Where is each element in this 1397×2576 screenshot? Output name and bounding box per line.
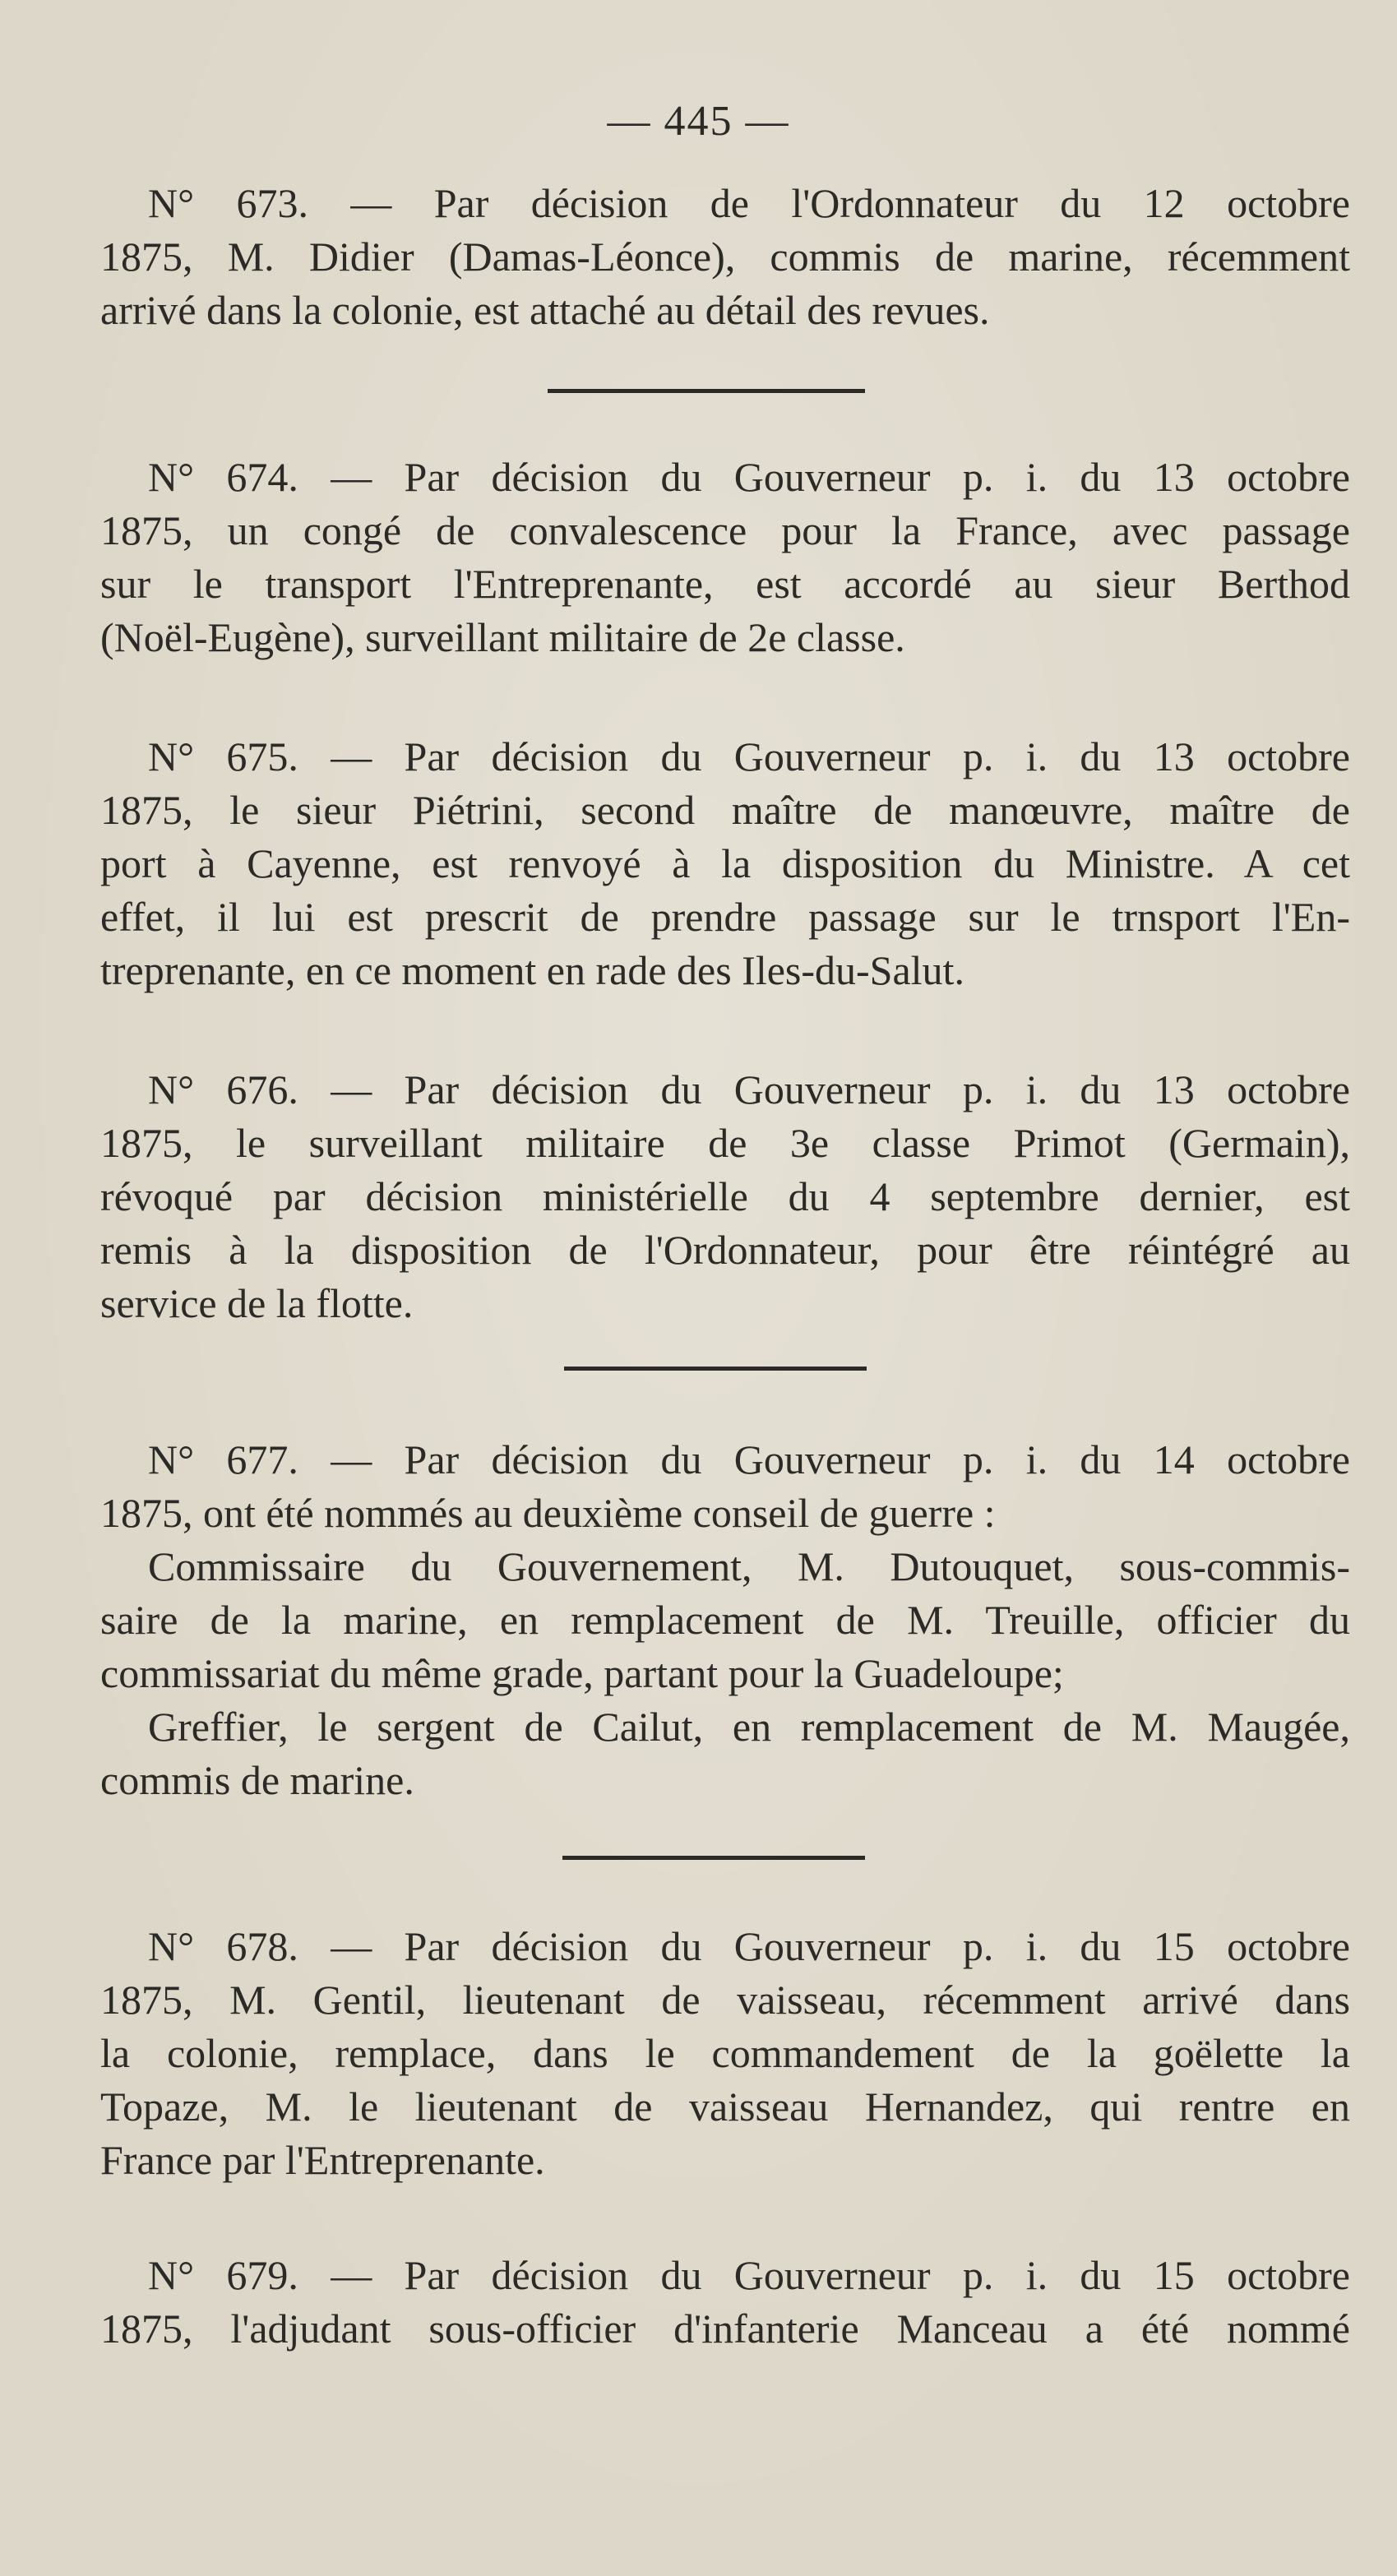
entry-line: service de la flotte. [100, 1280, 414, 1326]
entry-line: N° 677. — Par décision du Gouverneur p. i. du 14 octobre [148, 1436, 1350, 1482]
entry-line: N° 679. — Par décision du Gouverneur p. i. du 15 octobre [148, 2252, 1350, 2298]
entry-line: port à Cayenne, est renvoyé à la disposition du Ministre. A cet [100, 840, 1350, 886]
page-number: — 445 — [607, 98, 790, 145]
section-divider [562, 1856, 865, 1860]
entry-line: saire de la marine, en remplacement de M. Treuille, officier du [100, 1597, 1350, 1643]
entry-line: commissariat du même grade, partant pour la Guadeloupe; [100, 1650, 1064, 1696]
entry-line: 1875, le sieur Piétrini, second maître de manœuvre, maître de [100, 787, 1350, 833]
entry-677 [100, 1433, 1350, 1807]
entry-line: N° 676. — Par décision du Gouverneur p. i. du 13 octobre [148, 1066, 1350, 1112]
entry-line: révoqué par décision ministérielle du 4 septembre dernier, est [100, 1173, 1350, 1219]
entry-676 [100, 1063, 1350, 1330]
entry-line: sur le transport l'Entreprenante, est accordé au sieur Berthod [100, 561, 1350, 607]
entry-line: 1875, M. Gentil, lieutenant de vaisseau, récemment arrivé dans [100, 1977, 1350, 2023]
entry-line: treprenante, en ce moment en rade des Iles-du-Salut. [100, 947, 964, 993]
entry-line: France par l'Entreprenante. [100, 2137, 545, 2183]
entry-line: Greffier, le sergent de Cailut, en remplacement de M. Maugée, [148, 1704, 1350, 1750]
section-divider [548, 389, 865, 393]
entry-line: 1875, M. Didier (Damas-Léonce), commis de marine, récemment [100, 234, 1350, 280]
entry-674 [100, 451, 1350, 664]
entry-line: remis à la disposition de l'Ordonnateur, pour être réintégré au [100, 1227, 1350, 1273]
entry-line: la colonie, remplace, dans le commandement de la goëlette la [100, 2030, 1350, 2076]
entry-678 [100, 1920, 1350, 2187]
entry-line: 1875, un congé de convalescence pour la France, avec passage [100, 507, 1350, 553]
entry-line: N° 674. — Par décision du Gouverneur p. i. du 13 octobre [148, 454, 1350, 500]
entry-line: N° 673. — Par décision de l'Ordonnateur du 12 octobre [148, 180, 1350, 226]
entry-line: commis de marine. [100, 1757, 414, 1803]
entry-line: Commissaire du Gouvernement, M. Dutouquet, sous-commis- [148, 1543, 1350, 1589]
entry-line: effet, il lui est prescrit de prendre passage sur le trnsport l'En- [100, 894, 1350, 940]
entry-673 [100, 177, 1350, 337]
entry-line: (Noël-Eugène), surveillant militaire de 2e classe. [100, 614, 905, 660]
entry-line: N° 675. — Par décision du Gouverneur p. i. du 13 octobre [148, 733, 1350, 779]
entry-line: Topaze, M. le lieutenant de vaisseau Hernandez, qui rentre en [100, 2083, 1350, 2130]
entry-line: 1875, l'adjudant sous-officier d'infanterie Manceau a été nommé [100, 2305, 1350, 2352]
entry-line: 1875, le surveillant militaire de 3e classe Primot (Germain), [100, 1120, 1350, 1166]
entry-line: N° 678. — Par décision du Gouverneur p. i. du 15 octobre [148, 1923, 1350, 1969]
section-divider [564, 1367, 867, 1371]
entry-679 [100, 2249, 1350, 2356]
entry-675 [100, 730, 1350, 997]
entry-line: 1875, ont été nommés au deuxième conseil de guerre : [100, 1490, 996, 1536]
entry-line: arrivé dans la colonie, est attaché au détail des revues. [100, 287, 990, 333]
